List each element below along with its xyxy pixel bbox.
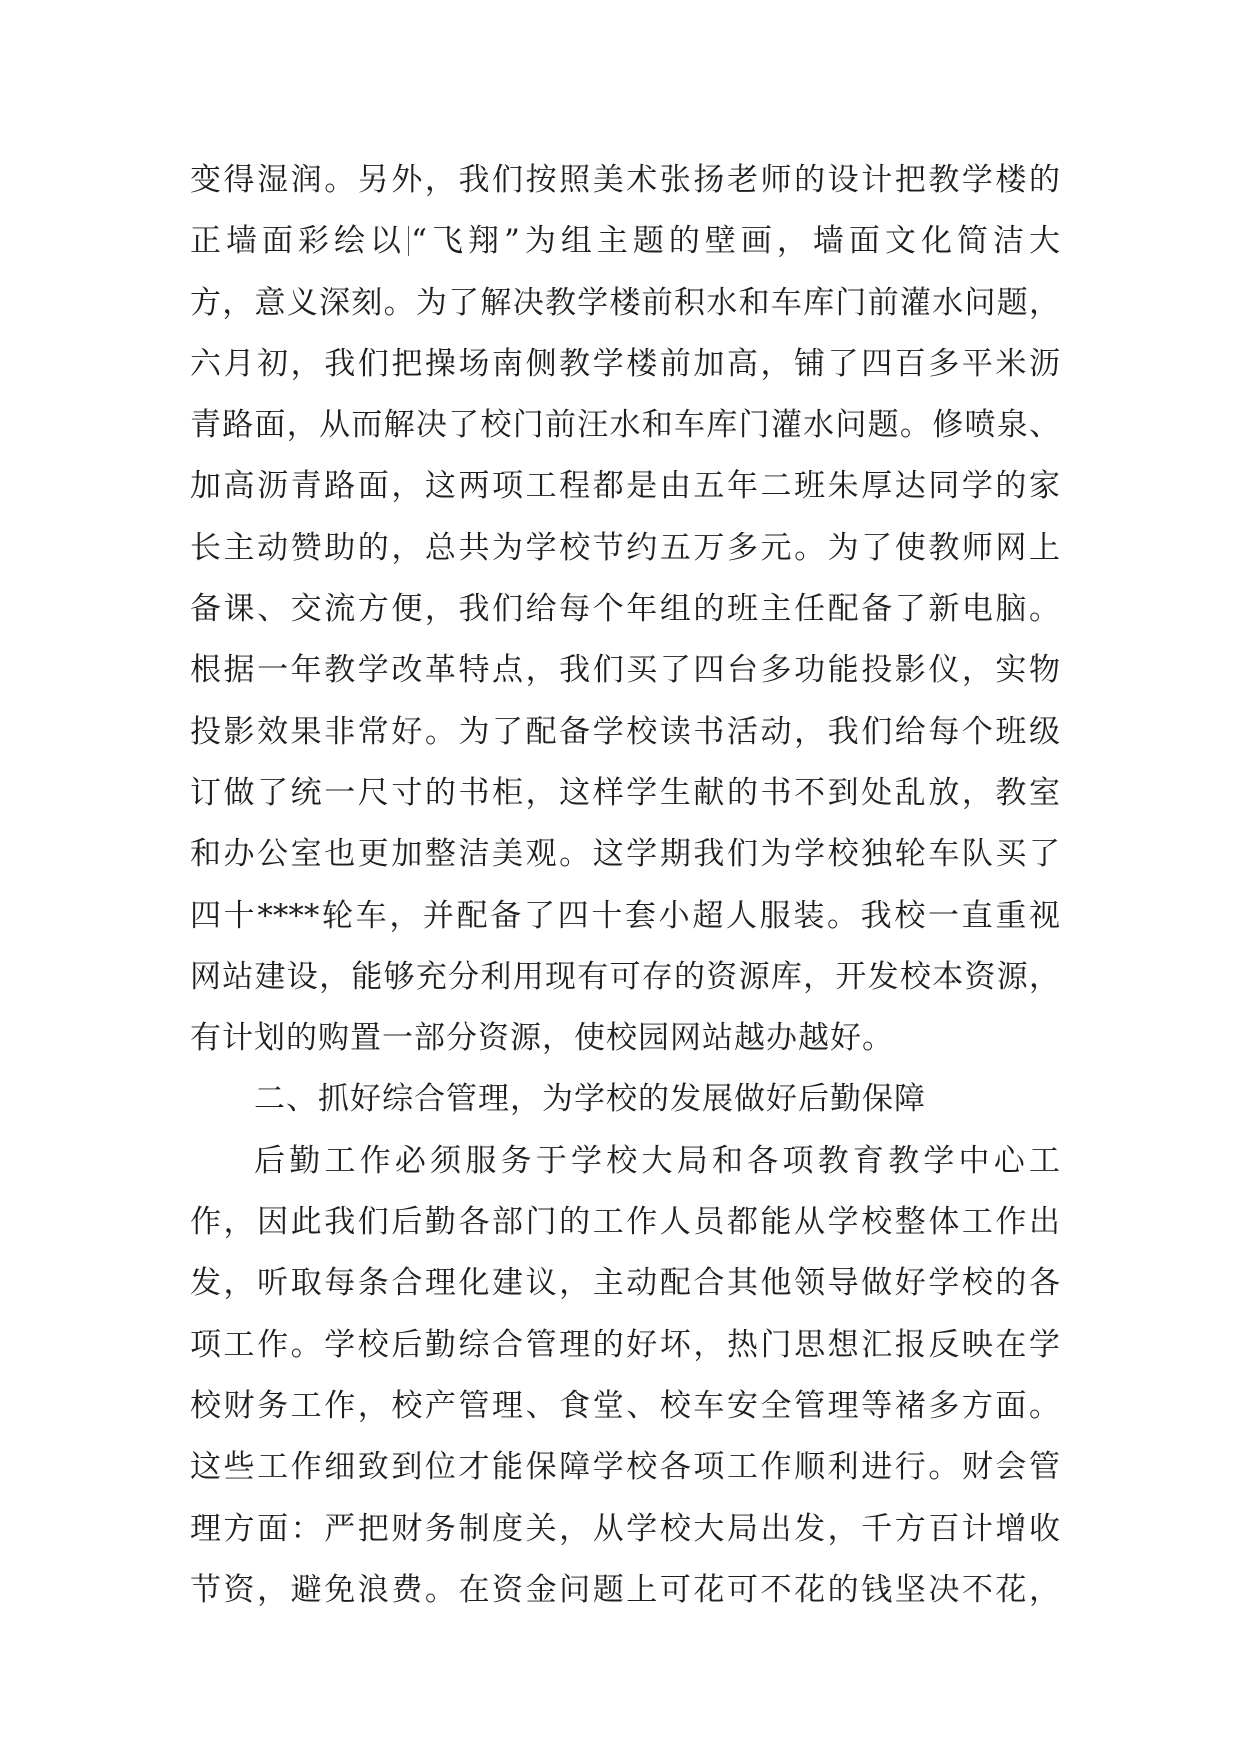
text-line: 和办公室也更加整洁美观。这学期我们为学校独轮车队买了 [190, 836, 1060, 873]
text-line-paragraph-start: 后勤工作必须服务于学校大局和各项教育教学中心工 [254, 1142, 1060, 1179]
text-line: 这些工作细致到位才能保障学校各项工作顺利进行。财会管 [190, 1449, 1060, 1486]
text-fragment: “飞翔”为组主题的壁画，墙面文化简洁大 [411, 223, 1060, 260]
text-line: 网站建设，能够充分利用现有可存的资源库，开发校本资源， [190, 958, 1060, 995]
text-line: 发，听取每条合理化建议，主动配合其他领导做好学校的各 [190, 1265, 1060, 1302]
text-line: 方，意义深刻。为了解决教学楼前积水和车库门前灌水问题， [190, 284, 1060, 321]
text-line-paragraph-end: 有计划的购置一部分资源，使校园网站越办越好。 [190, 1020, 894, 1057]
text-line: 四十****轮车，并配备了四十套小超人服装。我校一直重视 [190, 897, 1060, 934]
text-line: 变得湿润。另外，我们按照美术张扬老师的设计把教学楼的 [190, 162, 1060, 198]
text-line: 根据一年教学改革特点，我们买了四台多功能投影仪，实物 [190, 652, 1060, 689]
text-line: 备课、交流方便，我们给每个年组的班主任配备了新电脑。 [190, 591, 1060, 628]
text-line: 六月初，我们把操场南侧教学楼前加高，铺了四百多平米沥 [190, 345, 1060, 382]
section-heading: 二、抓好综合管理，为学校的发展做好后勤保障 [254, 1081, 926, 1118]
text-line: 项工作。学校后勤综合管理的好坏，热门思想汇报反映在学 [190, 1326, 1060, 1363]
text-line [190, 211, 1060, 272]
text-line: 投影效果非常好。为了配备学校读书活动，我们给每个班级 [190, 713, 1060, 750]
text-line: 订做了统一尺寸的书柜，这样学生献的书不到处乱放，教室 [190, 774, 1060, 811]
text-line: 作，因此我们后勤各部门的工作人员都能从学校整体工作出 [190, 1204, 1060, 1241]
text-line: 青路面，从而解决了校门前汪水和车库门灌水问题。修喷泉、 [190, 407, 1060, 444]
body-text [190, 150, 1060, 1621]
text-line: 加高沥青路面，这两项工程都是由五年二班朱厚达同学的家 [190, 468, 1060, 505]
text-line: 节资，避免浪费。在资金问题上可花可不花的钱坚决不花， [190, 1571, 1060, 1608]
text-line: 校财务工作，校产管理、食堂、校车安全管理等褚多方面。 [190, 1387, 1060, 1424]
text-line: 长主动赞助的，总共为学校节约五万多元。为了使教师网上 [190, 529, 1060, 566]
text-line: 理方面：严把财务制度关，从学校大局出发，千方百计增收 [190, 1510, 1060, 1547]
text-fragment: 正墙面彩绘以 [190, 223, 407, 260]
text-cursor-mark [408, 226, 409, 256]
